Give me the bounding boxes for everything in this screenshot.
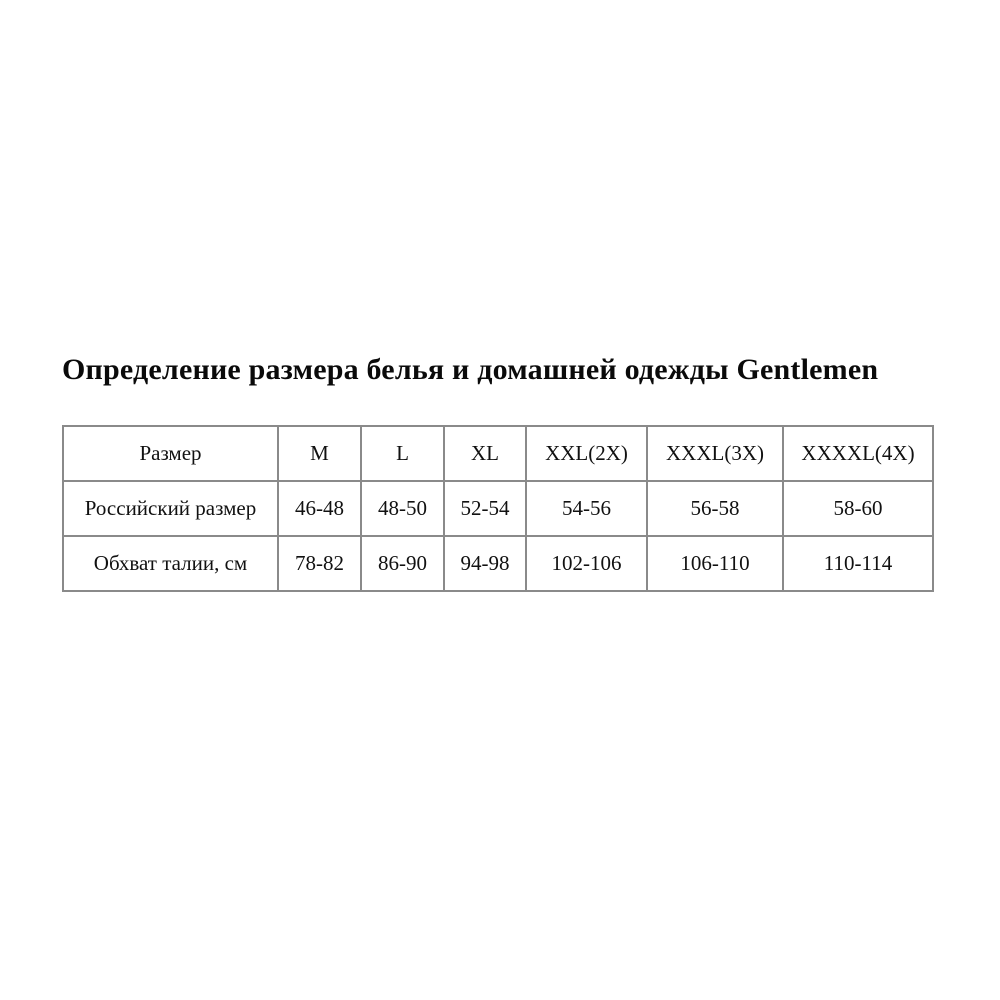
size-table <box>62 425 934 592</box>
table-cell: 94-98 <box>444 536 526 591</box>
table-cell: 86-90 <box>361 536 444 591</box>
header-cell-xxxl: XXXL(3X) <box>647 426 783 481</box>
table-cell: 56-58 <box>647 481 783 536</box>
table-row-russian-size <box>63 481 933 536</box>
header-cell-xxxxl: XXXXL(4X) <box>783 426 933 481</box>
header-cell-size: Размер <box>63 426 278 481</box>
table-cell: 78-82 <box>278 536 361 591</box>
table-cell: 48-50 <box>361 481 444 536</box>
header-cell-m: M <box>278 426 361 481</box>
table-row-waist <box>63 536 933 591</box>
header-cell-xxl: XXL(2X) <box>526 426 647 481</box>
page-title: Определение размера белья и домашней одежды Gentlemen <box>62 353 879 386</box>
table-cell: 52-54 <box>444 481 526 536</box>
row-label: Российский размер <box>63 481 278 536</box>
table-cell: 106-110 <box>647 536 783 591</box>
row-label: Обхват талии, см <box>63 536 278 591</box>
header-cell-xl: XL <box>444 426 526 481</box>
table-header-row <box>63 426 933 481</box>
table-cell: 54-56 <box>526 481 647 536</box>
header-cell-l: L <box>361 426 444 481</box>
table-cell: 110-114 <box>783 536 933 591</box>
table-cell: 102-106 <box>526 536 647 591</box>
table-cell: 58-60 <box>783 481 933 536</box>
table-cell: 46-48 <box>278 481 361 536</box>
